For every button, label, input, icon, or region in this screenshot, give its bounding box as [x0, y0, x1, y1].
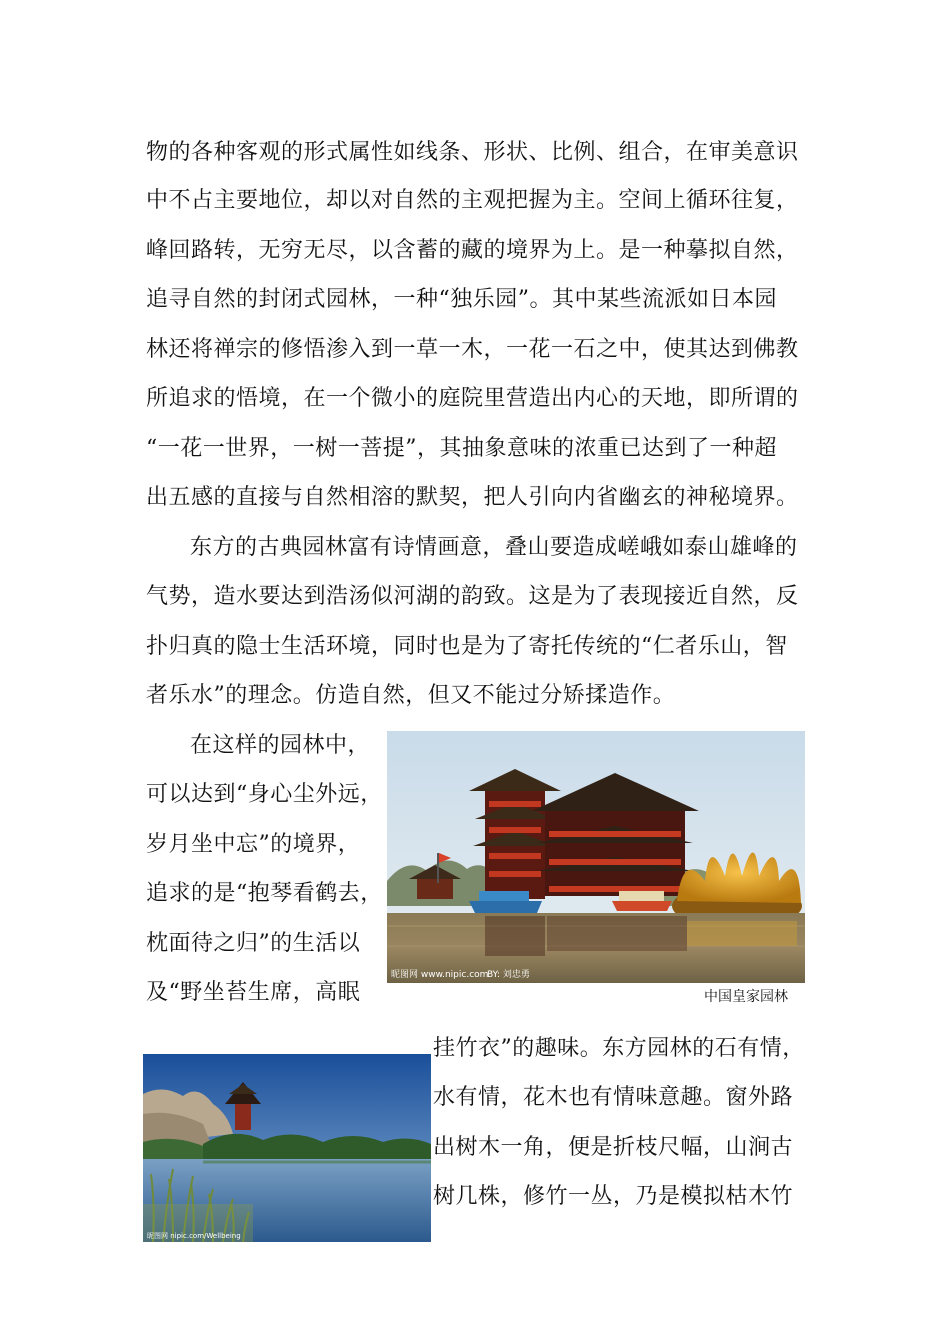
text-line: 所追求的悟境，在一个微小的庭院里营造出内心的天地，即所谓的 [146, 386, 799, 411]
photo-watermark-right: BY: 刘忠勇 [487, 970, 530, 980]
text-line: 中不占主要地位，却以对自然的主观把握为主。空间上循环往复， [146, 188, 799, 213]
text-line: 挂竹衣”的趣味。东方园林的石有情， [433, 1036, 805, 1061]
text-line: 扑归真的隐士生活环境，同时也是为了寄托传统的“仁者乐山，智 [146, 634, 788, 659]
text-line: 树几株，修竹一丛，乃是模拟枯木竹 [433, 1184, 794, 1209]
text-line: 峰回路转，无穷无尽，以含蓄的藏的境界为上。是一种摹拟自然， [146, 238, 799, 263]
photo-watermark: 昵图网 nipic.com/Wellbeing [147, 1232, 241, 1240]
text-line: 追寻自然的封闭式园林，一种“独乐园”。其中某些流派如日本园 [146, 287, 777, 312]
text-line: 气势，造水要达到浩汤似河湖的韵致。这是为了表现接近自然，反 [146, 584, 799, 609]
imperial-garden-photo [387, 731, 805, 983]
text-line: 追求的是“抱琴看鹤去， [146, 881, 383, 906]
text-line: 枕面待之归”的生活以 [146, 931, 361, 956]
text-line: “一花一世界，一树一菩提”，其抽象意味的浓重已达到了一种超 [146, 436, 777, 461]
text-line: 水有情，花木也有情味意趣。窗外路 [433, 1085, 794, 1110]
text-line: 及“野坐苔生席，高眠 [146, 980, 361, 1005]
figure-caption: 中国皇家园林 [704, 989, 788, 1005]
text-line: 岁月坐中忘”的境界， [146, 832, 361, 857]
photo-watermark-left: 昵图网 www.nipic.com [391, 970, 489, 980]
text-line: 东方的古典园林富有诗情画意，叠山要造成嵯峨如泰山雄峰的 [190, 535, 798, 560]
lake-pavilion-photo [143, 1054, 431, 1242]
text-line: 物的各种客观的形式属性如线条、形状、比例、组合，在审美意识 [146, 140, 799, 165]
text-line: 林还将禅宗的修悟渗入到一草一木，一花一石之中，使其达到佛教 [146, 337, 799, 362]
text-line: 出树木一角，便是折枝尺幅，山涧古 [433, 1135, 794, 1160]
text-line: 出五感的直接与自然相溶的默契，把人引向内省幽玄的神秘境界。 [146, 485, 799, 510]
text-line: 者乐水”的理念。仿造自然，但又不能过分矫揉造作。 [146, 683, 676, 708]
text-line: 在这样的园林中， [190, 733, 371, 758]
text-line: 可以达到“身心尘外远， [146, 782, 383, 807]
